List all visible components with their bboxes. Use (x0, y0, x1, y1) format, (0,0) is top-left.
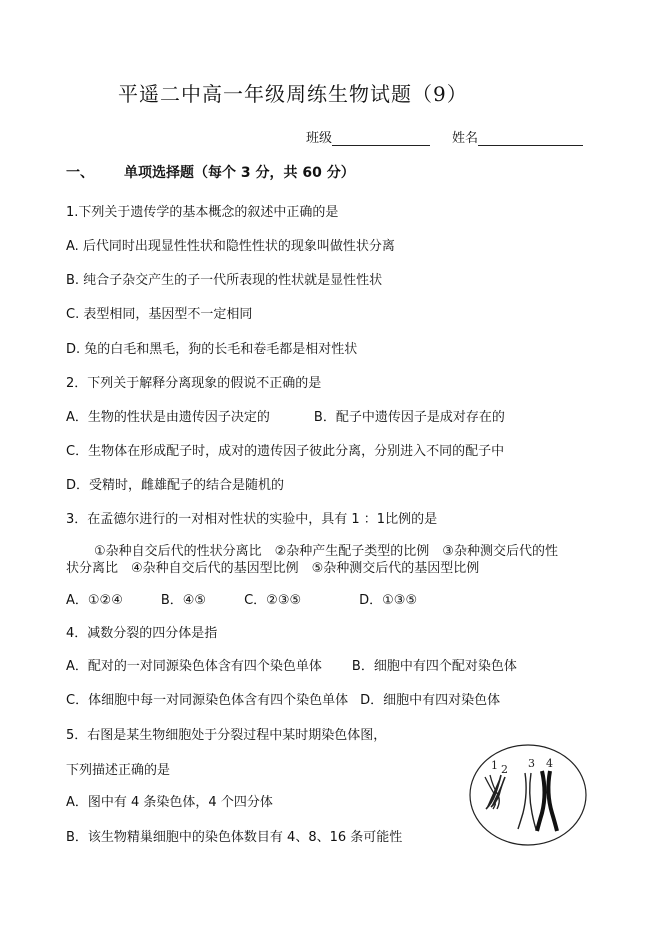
class-blank[interactable] (332, 131, 430, 146)
question-2-stem: 2．下列关于解释分离现象的假说不正确的是 (66, 376, 322, 391)
question-2-options-ab (66, 411, 505, 424)
chromosome-3 (518, 773, 536, 829)
question-1-option-a: A. 后代同时出现显性性状和隐性性状的现象叫做性状分离 (66, 239, 395, 254)
chromosome-1 (485, 775, 499, 809)
chromosome-4 (537, 771, 557, 831)
figure-label-1: 1 (491, 759, 498, 772)
question-5-option-b: B．该生物精巢细胞中的染色体数目有 4、8、16 条可能性 (66, 830, 403, 845)
question-2-option-d: D．受精时，雌雄配子的结合是随机的 (66, 478, 285, 493)
question-3-detail-2: 状分离比 ④杂种自交后代的基因型比例 ⑤杂种测交后代的基因型比例 (66, 561, 480, 576)
question-1-option-c: C. 表型相同，基因型不一定相同 (66, 307, 253, 322)
question-4-options-cd (66, 694, 500, 707)
question-3-option-a: A．①②④ (66, 593, 123, 608)
question-4-option-a: A．配对的一对同源染色体含有四个染色单体 (66, 659, 322, 674)
class-field (306, 127, 430, 146)
class-label: 班级 (306, 131, 333, 146)
figure-label-3: 3 (528, 757, 535, 770)
name-label: 姓名 (452, 131, 479, 146)
question-1-option-b: B. 纯合子杂交产生的子一代所表现的性状就是显性性状 (66, 273, 383, 288)
question-4-options-ab (66, 660, 517, 673)
question-2-option-c: C．生物体在形成配子时，成对的遗传因子彼此分离，分别进入不同的配子中 (66, 444, 505, 459)
section-number: 一、 (66, 165, 94, 181)
question-2-option-a: A．生物的性状是由遗传因子决定的 (66, 410, 270, 425)
figure-label-2: 2 (501, 763, 508, 776)
question-4-option-c: C．体细胞中每一对同源染色体含有四个染色单体 (66, 693, 349, 708)
section-heading (66, 166, 355, 180)
name-blank[interactable] (478, 131, 583, 146)
question-3-options (66, 594, 417, 607)
question-4-option-d: D．细胞中有四对染色体 (360, 693, 501, 708)
question-3-detail-1: ①杂种自交后代的性状分离比 ②杂种产生配子类型的比例 ③杂种测交后代的性 (94, 544, 558, 559)
question-3-option-c: C．②③⑤ (244, 593, 302, 608)
section-title: 单项选择题（每个 3 分，共 60 分） (124, 165, 355, 181)
chromosome-figure (468, 743, 588, 847)
question-5-stem-cont: 下列描述正确的是 (66, 763, 171, 778)
question-3-stem: 3．在孟德尔进行的一对相对性状的实验中，具有 1 ：1比例的是 (66, 512, 438, 527)
question-3-option-b: B．④⑤ (160, 593, 207, 608)
question-4-stem: 4．减数分裂的四分体是指 (66, 626, 218, 641)
figure-label-4: 4 (546, 757, 553, 770)
question-1-stem: 1.下列关于遗传学的基本概念的叙述中正确的是 (66, 205, 339, 220)
page-title: 平遥二中高一年级周练生物试题（9） (118, 82, 468, 106)
name-field (452, 127, 583, 146)
question-5-stem: 5．右图是某生物细胞处于分裂过程中某时期染色体图， (66, 728, 387, 743)
question-1-option-d: D. 兔的白毛和黑毛，狗的长毛和卷毛都是相对性状 (66, 342, 358, 357)
question-3-option-d: D．①③⑤ (359, 593, 418, 608)
question-4-option-b: B．细胞中有四个配对染色体 (351, 659, 517, 674)
question-5-option-a: A．图中有 4 条染色体，4 个四分体 (66, 795, 273, 810)
question-2-option-b: B．配子中遗传因子是成对存在的 (313, 410, 505, 425)
